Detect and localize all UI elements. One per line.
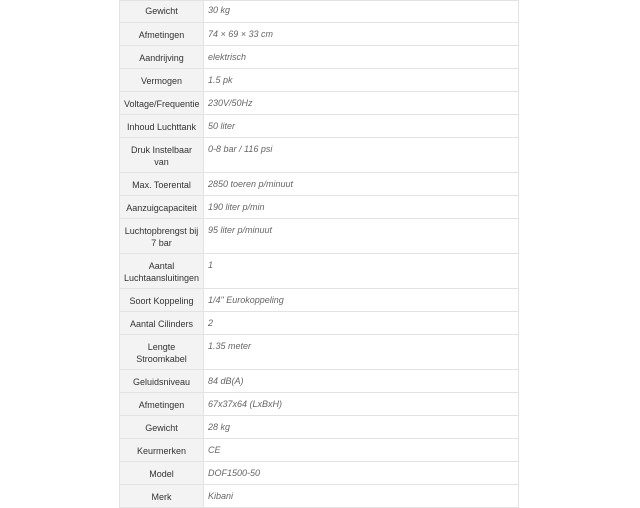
spec-table: [119, 0, 519, 508]
spec-label: Druk Instelbaar van: [120, 138, 204, 173]
spec-label: Inhoud Luchttank: [120, 115, 204, 138]
spec-label: Gewicht: [120, 416, 204, 439]
spec-row: [120, 115, 519, 138]
spec-row: [120, 219, 519, 254]
spec-value: elektrisch: [204, 46, 519, 69]
spec-label: Max. Toerental: [120, 173, 204, 196]
spec-row: [120, 23, 519, 46]
spec-label: Aantal Luchtaansluitingen: [120, 254, 204, 289]
spec-row: [120, 138, 519, 173]
spec-label: Soort Koppeling: [120, 289, 204, 312]
spec-value: 230V/50Hz: [204, 92, 519, 115]
spec-value: Kibani: [204, 485, 519, 508]
spec-label: Merk: [120, 485, 204, 508]
spec-row: [120, 393, 519, 416]
spec-value: 1: [204, 254, 519, 289]
spec-label: Gewicht: [120, 1, 204, 23]
spec-label: Geluidsniveau: [120, 370, 204, 393]
spec-value: 190 liter p/min: [204, 196, 519, 219]
spec-value: 1.5 pk: [204, 69, 519, 92]
spec-row: [120, 173, 519, 196]
spec-value: 28 kg: [204, 416, 519, 439]
spec-label: Vermogen: [120, 69, 204, 92]
spec-row: [120, 312, 519, 335]
spec-row: [120, 462, 519, 485]
spec-label: Aanzuigcapaciteit: [120, 196, 204, 219]
spec-label: Voltage/Frequentie: [120, 92, 204, 115]
spec-row: [120, 439, 519, 462]
spec-label: Lengte Stroomkabel: [120, 335, 204, 370]
spec-row: [120, 92, 519, 115]
spec-value: 74 × 69 × 33 cm: [204, 23, 519, 46]
spec-value: 30 kg: [204, 1, 519, 23]
spec-value: 95 liter p/minuut: [204, 219, 519, 254]
spec-row: [120, 254, 519, 289]
spec-value: DOF1500-50: [204, 462, 519, 485]
spec-label: Model: [120, 462, 204, 485]
spec-value: 67x37x64 (LxBxH): [204, 393, 519, 416]
spec-label: Aantal Cilinders: [120, 312, 204, 335]
spec-value: 2: [204, 312, 519, 335]
spec-value: 1.35 meter: [204, 335, 519, 370]
spec-value: 1/4" Eurokoppeling: [204, 289, 519, 312]
spec-row: [120, 289, 519, 312]
spec-row: [120, 1, 519, 23]
spec-row: [120, 335, 519, 370]
spec-value: CE: [204, 439, 519, 462]
spec-row: [120, 46, 519, 69]
spec-label: Afmetingen: [120, 393, 204, 416]
spec-row: [120, 69, 519, 92]
spec-label: Luchtopbrengst bij 7 bar: [120, 219, 204, 254]
spec-label: Afmetingen: [120, 23, 204, 46]
spec-value: 2850 toeren p/minuut: [204, 173, 519, 196]
spec-value: 84 dB(A): [204, 370, 519, 393]
spec-value: 0-8 bar / 116 psi: [204, 138, 519, 173]
spec-label: Aandrijving: [120, 46, 204, 69]
spec-row: [120, 485, 519, 508]
spec-row: [120, 370, 519, 393]
spec-label: Keurmerken: [120, 439, 204, 462]
spec-value: 50 liter: [204, 115, 519, 138]
spec-row: [120, 416, 519, 439]
spec-row: [120, 196, 519, 219]
